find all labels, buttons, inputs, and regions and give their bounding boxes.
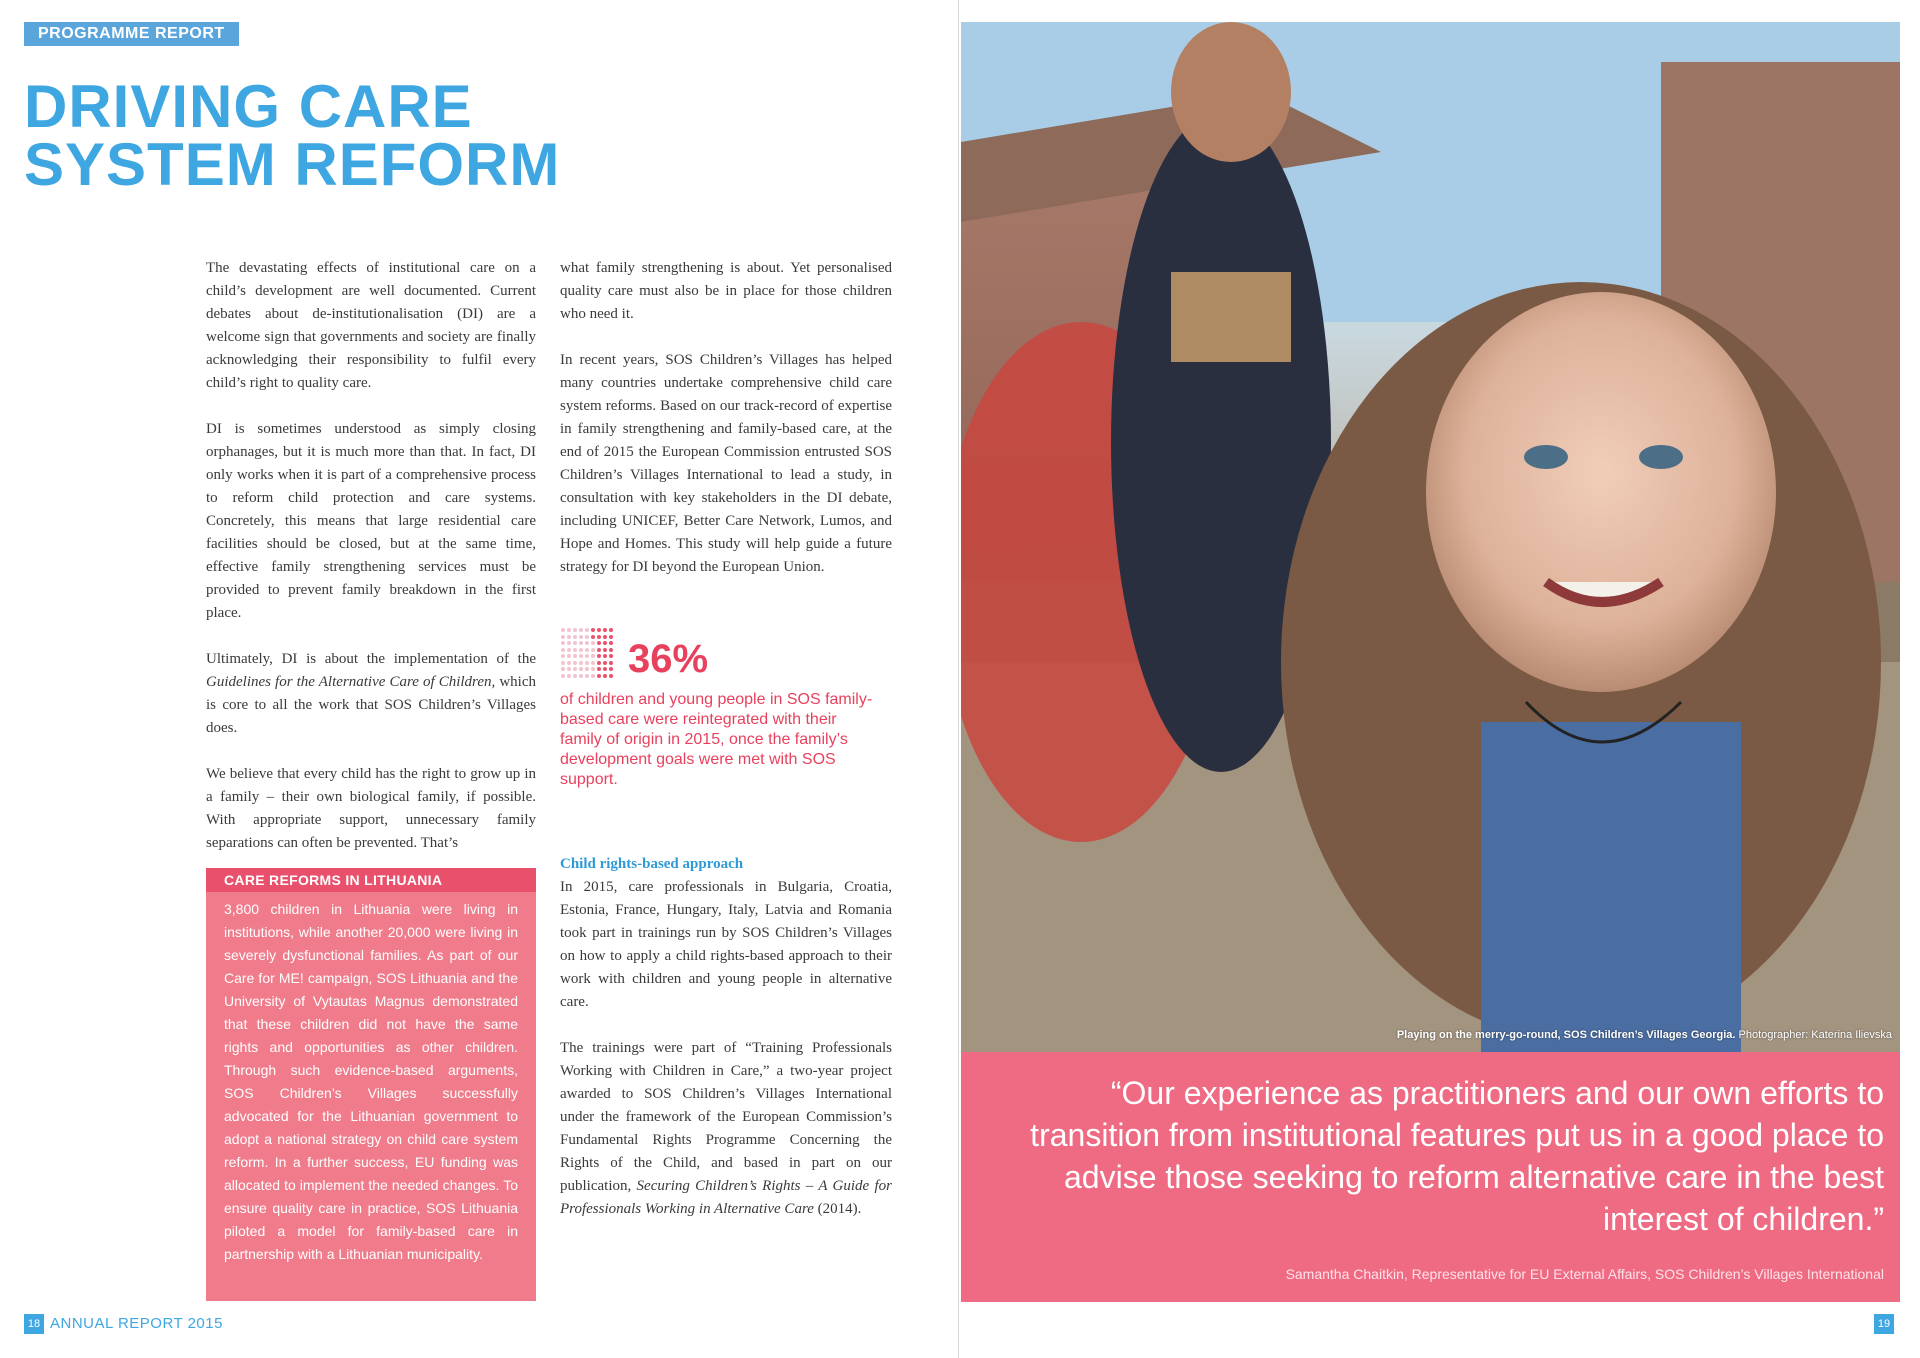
percentage-dot [591, 648, 595, 652]
percentage-dot [585, 648, 589, 652]
footer [24, 1314, 223, 1334]
percentage-dot [585, 628, 589, 632]
title-line-2: SYSTEM REFORM [24, 131, 561, 198]
percentage-dot [609, 667, 613, 671]
percentage-dot [609, 654, 613, 658]
text-run: (2014). [813, 1201, 862, 1217]
percentage-dot [573, 628, 577, 632]
percentage-dot [609, 674, 613, 678]
percentage-dot [579, 661, 583, 665]
percentage-dot [603, 635, 607, 639]
section-tag: PROGRAMME REPORT [24, 22, 239, 46]
page-number: 19 [1874, 1314, 1894, 1334]
percentage-dot [567, 635, 571, 639]
percentage-dot [561, 667, 565, 671]
footer-label: ANNUAL REPORT 2015 [50, 1315, 223, 1332]
percentage-dot [579, 674, 583, 678]
percentage-dot [561, 635, 565, 639]
quote-panel [961, 1052, 1900, 1302]
percentage-dot [591, 674, 595, 678]
percentage-dot [603, 674, 607, 678]
percentage-dot [597, 641, 601, 645]
percentage-dot [603, 661, 607, 665]
subheading: Child rights-based approach [560, 856, 744, 872]
percentage-dot [579, 635, 583, 639]
percentage-dot [573, 661, 577, 665]
percentage-dot [561, 654, 565, 658]
percentage-dot [561, 628, 565, 632]
percentage-dot [585, 654, 589, 658]
percentage-dot [603, 628, 607, 632]
percentage-dot [579, 648, 583, 652]
paragraph [206, 648, 536, 740]
percentage-dot [585, 641, 589, 645]
page-title [24, 73, 561, 198]
text-run: Ultimately, DI is about the implementation of the [206, 651, 536, 667]
percentage-dot [603, 648, 607, 652]
percentage-dot [561, 661, 565, 665]
percentage-dot [597, 635, 601, 639]
text-run: The trainings were part of “Training Professionals Working with Children in Care,” a two-year project awarded to SOS Children’s Villages International under the framework of the European Commission’s Fundamental Rights Programme Concerning the Rights of the Child, and based in part on our publication, [560, 1040, 892, 1194]
percentage-dot [573, 674, 577, 678]
paragraph: In recent years, SOS Children’s Villages has helped many countries undertake comprehensive child care system reforms. Based on our track-record of expertise in family strengthening and family-based care, at the end of 2015 the European Commission entrusted SOS Children’s Villages International to lead a study, in consultation with key stakeholders in the DI debate, including UNICEF, Better Care Network, Lumos, and Hope and Homes. This study will help guide a future strategy for DI beyond the European Union. [560, 352, 892, 575]
percentage-dot [591, 628, 595, 632]
hero-photo [961, 22, 1900, 1052]
percentage-dot [567, 628, 571, 632]
percentage-dot [609, 648, 613, 652]
percentage-dot [573, 641, 577, 645]
percentage-dot [597, 661, 601, 665]
percentage-dot [591, 635, 595, 639]
paragraph: DI is sometimes understood as simply closing orphanages, but it is much more than that. In fact, DI only works when it is part of a comprehensive process to reform child protection and care systems. Concretely, this means that large residential care facilities should be closed, but at the same time, effective family strengthening services must be provided to prevent family breakdown in the first place. [206, 421, 536, 621]
paragraph: what family strengthening is about. Yet personalised quality care must also be in place for those children who need it. [560, 260, 892, 322]
percentage-dot [597, 654, 601, 658]
quote-author: Samantha Chaitkin, Representative for EU External Affairs, SOS Children’s Villages International [1285, 1266, 1884, 1282]
percentage-dot [567, 661, 571, 665]
guidelines-title: Guidelines for the Alternative Care of Children, [206, 674, 496, 690]
percentage-dot [603, 667, 607, 671]
text-run: which is core to all the work that SOS Children’s Villages does. [206, 674, 536, 736]
percentage-dot [567, 667, 571, 671]
paragraph: We believe that every child has the right to grow up in a family – their own biological family, if possible. With appropriate support, unnecessary family separations can often be prevented. That’s [206, 766, 536, 851]
publication-title: Securing Children’s Rights – A Guide for Professionals Working in Alternative Care [560, 1178, 892, 1217]
percentage-dot [591, 654, 595, 658]
percentage-dot [585, 635, 589, 639]
column-2 [560, 257, 892, 602]
percentage-dot [561, 641, 565, 645]
percentage-dot [573, 654, 577, 658]
percentage-dot [591, 641, 595, 645]
percentage-dot [597, 648, 601, 652]
percentage-dot [579, 654, 583, 658]
percentage-dot [597, 674, 601, 678]
title-line-1: DRIVING CARE [24, 73, 473, 140]
percentage-dot [561, 674, 565, 678]
photo-caption [1397, 1028, 1892, 1042]
footer-right [1874, 1314, 1894, 1334]
percentage-dot [591, 661, 595, 665]
page-number: 18 [24, 1314, 44, 1334]
percentage-dot [597, 628, 601, 632]
caption-credit: Photographer: Katerina Ilievska [1735, 1029, 1892, 1041]
percentage-dot [567, 648, 571, 652]
sidebar-box-text: 3,800 children in Lithuania were living in institutions, while another 20,000 were living in severely dysfunctional families. As part of our Care for ME! campaign, SOS Lithuania and the University of Vytautas Magnus demonstrated that these children did not have the same rights and opportunities as other children. Through such evidence-based arguments, SOS Children’s Villages successfully advocated for the Lithuanian government to adopt a national strategy on child care system reform. In a further success, EU funding was allocated to implement the needed changes. To ensure quality care in practice, SOS Lithuania piloted a model for family-based care in partnership with a Lithuanian municipality. [224, 901, 518, 1262]
caption-bold: Playing on the merry-go-round, SOS Children’s Villages Georgia. [1396, 1029, 1736, 1041]
percentage-dot [591, 667, 595, 671]
percentage-dot [609, 641, 613, 645]
column-3 [560, 853, 892, 1244]
percentage-dot [567, 641, 571, 645]
percentage-dot [579, 628, 583, 632]
percentage-dot [573, 648, 577, 652]
stat-description: of children and young people in SOS family-based care were reintegrated with their family of origin in 2015, once the family’s development goals were met with SOS support. [560, 691, 873, 788]
percentage-dot [585, 661, 589, 665]
percentage-dot [597, 667, 601, 671]
pull-quote: “Our experience as practitioners and our own efforts to transition from institutional features put us in a good place to advise those seeking to reform alternative care in the best interest of children.” [1030, 1075, 1884, 1237]
photo-illustration [961, 22, 1900, 1052]
column-1 [206, 257, 536, 878]
sidebar-box [206, 868, 536, 1301]
paragraph: The devastating effects of institutional care on a child’s development are well documented. Current debates about de-institutionalisation (DI) are a welcome sign that governments and society are finally acknowledging their responsibility to fulfil every child’s right to quality care. [206, 260, 536, 391]
percentage-dot [585, 674, 589, 678]
percentage-dot [579, 641, 583, 645]
percentage-dot [609, 635, 613, 639]
percentage-dot [603, 641, 607, 645]
percentage-dot [573, 667, 577, 671]
percentage-dot [609, 661, 613, 665]
percentage-dot [585, 667, 589, 671]
sidebar-box-title: CARE REFORMS IN LITHUANIA [206, 868, 536, 892]
paragraph: In 2015, care professionals in Bulgaria, Croatia, Estonia, France, Hungary, Italy, Latvia and Romania took part in trainings run by SOS Children’s Villages on how to apply a child rights-based approach to their work with children and young people in alternative care. [560, 879, 892, 1010]
percentage-dot [609, 628, 613, 632]
left-page [0, 0, 959, 1358]
percentage-dot [567, 674, 571, 678]
percentage-dots-icon [560, 627, 614, 679]
percentage-dot [579, 667, 583, 671]
paragraph [560, 1037, 892, 1221]
percentage-dot [561, 648, 565, 652]
stat-value: 36% [628, 637, 709, 681]
right-page [961, 0, 1920, 1358]
percentage-dot [603, 654, 607, 658]
percentage-dot [573, 635, 577, 639]
percentage-dot [567, 654, 571, 658]
